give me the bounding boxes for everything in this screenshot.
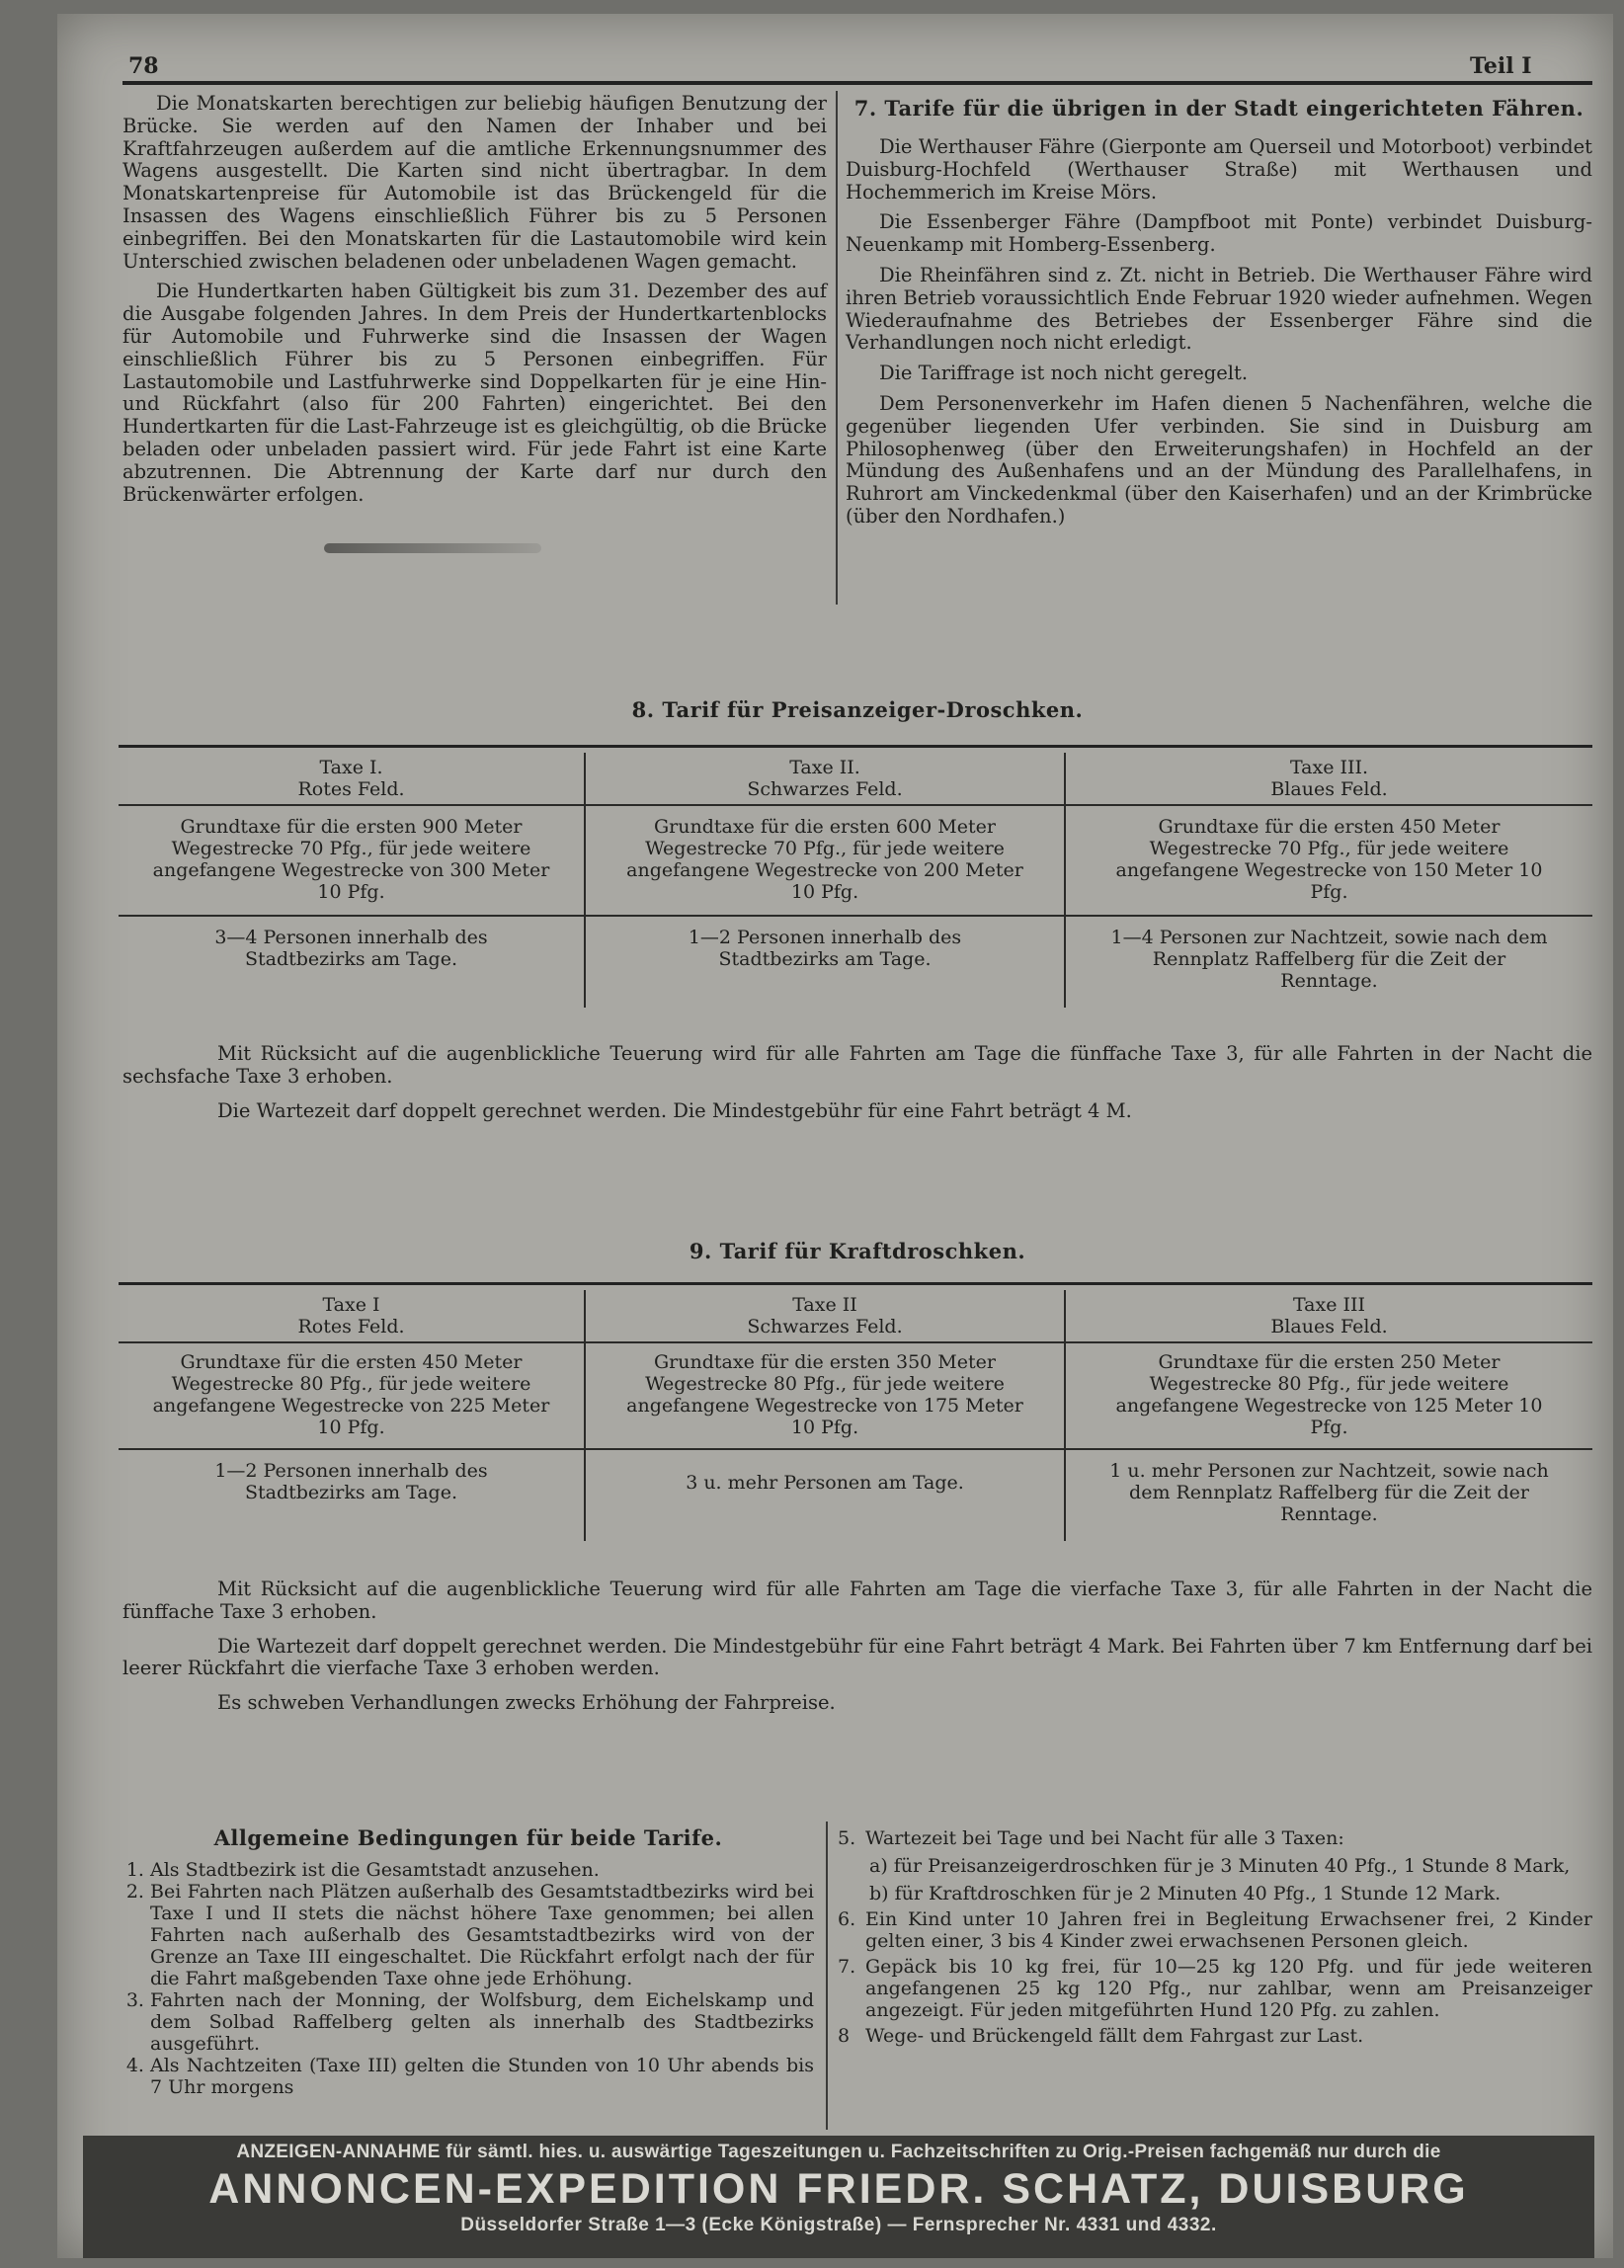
paragraph: Die Wartezeit darf doppelt gerechnet werden. Die Mindestgebühr für eine Fahrt beträgt 4 Mark. Bei Fahrten über 7 km Entfernung darf bei leerer Rückfahrt die vierfache Taxe 3 erhoben werden. bbox=[122, 1634, 1592, 1680]
paragraph: Die Essenberger Fähre (Dampfboot mit Ponte) verbindet Duisburg-Neuenkamp mit Homberg-Essenberg. bbox=[846, 210, 1592, 257]
left-intro-column bbox=[122, 93, 827, 514]
list-subitem: b) für Kraftdroschken für je 2 Minuten 40 Pfg., 1 Stunde 12 Mark. bbox=[869, 1883, 1502, 1904]
item-number: 5. bbox=[838, 1827, 856, 1849]
tariff-table-8 bbox=[119, 753, 1592, 1008]
paragraph: Es schweben Verhandlungen zwecks Erhöhung der Fahrpreise. bbox=[217, 1691, 836, 1715]
list-subitem: a) für Preisanzeigerdroschken für je 3 Minuten 40 Pfg., 1 Stunde 8 Mark, bbox=[869, 1855, 1571, 1877]
table-cell: 3 u. mehr Personen am Tage. bbox=[585, 1449, 1065, 1541]
table-cell: Grundtaxe für die ersten 250 Meter Wegestrecke 80 Pfg., für jede weitere angefangene Wegestrecke von 125 Meter 10 Pfg. bbox=[1065, 1342, 1592, 1449]
list-item: Gepäck bis 10 kg frei, für 10—25 kg 120 Pfg. und für jede weiteren angefangenen 25 kg 120 Pfg., nur zahlbar, wenn am Preisanzeiger angezeigt. Für jeden mitgeführten Hund 120 Pfg. zu zahlen. bbox=[865, 1956, 1592, 2021]
paragraph: Die Rheinfähren sind z. Zt. nicht in Betrieb. Die Werthauser Fähre wird ihren Betrieb voraussichtlich Ende Februar 1920 wieder aufnehmen. Wegen Wiederaufnahme des Betriebes der Essenberger Fähre sind die Verhandlungen noch nicht erledigt. bbox=[846, 263, 1592, 355]
table-row bbox=[119, 1449, 1592, 1541]
table-cell: 1 u. mehr Personen zur Nachtzeit, sowie nach dem Rennplatz Raffelberg für die Zeit der Renntage. bbox=[1065, 1449, 1592, 1541]
table-row bbox=[119, 1342, 1592, 1449]
advert-address: Düsseldorfer Straße 1—3 (Ecke Königstraße) — Fernsprecher Nr. 4331 und 4332. bbox=[460, 2215, 1217, 2235]
table-header-row bbox=[119, 1290, 1592, 1342]
header-cell: Taxe I. Rotes Feld. bbox=[119, 753, 585, 805]
table-cell: Grundtaxe für die ersten 900 Meter Wegestrecke 70 Pfg., für jede weitere angefangene Wegestrecke von 300 Meter 10 Pfg. bbox=[119, 805, 585, 916]
header-cell: Taxe III Blaues Feld. bbox=[1065, 1290, 1592, 1342]
list-item: Ein Kind unter 10 Jahren frei in Begleitung Erwachsener frei, 2 Kinder gelten einer, 3 bis 4 Kinder zwei erwachsenen Personen gleich. bbox=[865, 1908, 1592, 1952]
paragraph: Die Tariffrage ist noch nicht geregelt. bbox=[879, 362, 1249, 385]
paragraph: Mit Rücksicht auf die augenblickliche Teuerung wird für alle Fahrten am Tage die vierfache Taxe 3, für alle Fahrten in der Nacht die fünffache Taxe 3 erhoben. bbox=[122, 1578, 1592, 1623]
header-rule bbox=[122, 81, 1592, 85]
table-cell: Grundtaxe für die ersten 450 Meter Wegestrecke 80 Pfg., für jede weitere angefangene Wegestrecke von 225 Meter 10 Pfg. bbox=[119, 1342, 585, 1449]
paragraph: Die Wartezeit darf doppelt gerechnet werden. Die Mindestgebühr für eine Fahrt beträgt 4 M. bbox=[217, 1098, 1132, 1122]
paragraph: Die Werthauser Fähre (Gierponte am Querseil und Motorboot) verbindet Duisburg-Hochfeld (Werthauser Straße) mit Werthausen und Hochemmerich im Kreise Mörs. bbox=[846, 135, 1592, 203]
item-number: 6. bbox=[838, 1908, 856, 1930]
column-divider bbox=[836, 91, 838, 605]
section-9-title: 9. Tarif für Kraftdroschken. bbox=[689, 1239, 1026, 1263]
table-cell: Grundtaxe für die ersten 450 Meter Wegestrecke 70 Pfg., für jede weitere angefangene Wegestrecke von 150 Meter 10 Pfg. bbox=[1065, 805, 1592, 916]
column-divider bbox=[826, 1822, 828, 2130]
header-cell: Taxe II Schwarzes Feld. bbox=[585, 1290, 1065, 1342]
table-row bbox=[119, 805, 1592, 916]
list-item: 3. Fahrten nach der Monning, der Wolfsburg, dem Eichelskamp und dem Solbad Raffelberg gelten als innerhalb des Stadtbezirks ausgeführt. bbox=[150, 1989, 814, 2055]
advert-company-name: ANNONCEN-EXPEDITION FRIEDR. SCHATZ, DUISBURG bbox=[208, 2165, 1469, 2213]
advertisement-banner bbox=[83, 2136, 1594, 2258]
item-number: 8 bbox=[838, 2025, 851, 2047]
table-cell: 1—2 Personen innerhalb des Stadtbezirks am Tage. bbox=[585, 916, 1065, 1008]
table-cell: Grundtaxe für die ersten 600 Meter Wegestrecke 70 Pfg., für jede weitere angefangene Wegestrecke von 200 Meter 10 Pfg. bbox=[585, 805, 1065, 916]
table-cell: 1—2 Personen innerhalb des Stadtbezirks am Tage. bbox=[214, 1460, 488, 1503]
header-cell: Taxe I Rotes Feld. bbox=[119, 1290, 585, 1342]
item-number: 7. bbox=[838, 1956, 856, 1978]
part-label: Teil I bbox=[1470, 53, 1532, 79]
table-cell: 3—4 Personen innerhalb des Stadtbezirks am Tage. bbox=[214, 927, 488, 970]
section-7-title: 7. Tarife für die übrigen in der Stadt eingerichteten Fähren. bbox=[853, 96, 1584, 121]
document-page bbox=[57, 14, 1613, 2258]
list-item: 4. Als Nachtzeiten (Taxe III) gelten die Stunden von 10 Uhr abends bis 7 Uhr morgens bbox=[150, 2055, 814, 2098]
list-item: 1. Als Stadtbezirk ist die Gesamtstadt anzusehen. bbox=[150, 1859, 814, 1881]
table-header-row bbox=[119, 753, 1592, 805]
header-cell: Taxe III. Blaues Feld. bbox=[1065, 753, 1592, 805]
header-cell: Taxe II. Schwarzes Feld. bbox=[585, 753, 1065, 805]
table-cell: 1—4 Personen zur Nachtzeit, sowie nach dem Rennplatz Raffelberg für die Zeit der Renntage. bbox=[1065, 916, 1592, 1008]
table-top-rule bbox=[119, 1282, 1592, 1285]
tariff-table-9 bbox=[119, 1290, 1592, 1541]
table-row bbox=[119, 916, 1592, 1008]
section-7 bbox=[846, 95, 1592, 536]
list-item: Wege- und Brückengeld fällt dem Fahrgast zur Last. bbox=[865, 2025, 1364, 2047]
list-item: Wartezeit bei Tage und bei Nacht für alle 3 Taxen: bbox=[865, 1827, 1344, 1849]
paragraph: Dem Personenverkehr im Hafen dienen 5 Nachenfähren, welche die gegenüber liegenden Ufer verbinden. Sie sind in Duisburg am Philosophenweg (über den Erweiterungshafen) in Hochfeld an der Mündung des Außenhafens und an der Mündung des Parallelhafens, in Ruhrort am Vinckedenkmal (über den Kaiserhafen) und an der Krimbrücke (über den Nordhafen.) bbox=[846, 391, 1592, 527]
conditions-right bbox=[838, 1827, 1592, 2047]
advert-line-1: ANZEIGEN-ANNAHME für sämtl. hies. u. auswärtige Tageszeitungen u. Fachzeitschriften zu Orig.-Preisen fachgemäß nur durch die bbox=[236, 2142, 1441, 2162]
section-8-notes bbox=[122, 1043, 1592, 1134]
table-cell: Grundtaxe für die ersten 350 Meter Wegestrecke 80 Pfg., für jede weitere angefangene Wegestrecke von 175 Meter 10 Pfg. bbox=[585, 1342, 1065, 1449]
list-item: 2. Bei Fahrten nach Plätzen außerhalb des Gesamtstadtbezirks wird bei Taxe I und II stets die nächst höhere Taxe genommen; bei allen Fahrten nach außerhalb des Gesamtstadtbezirks wird von der Grenze an Taxe III eingeschaltet. Die Rückfahrt erfolgt nach der für die Fahrt maßgebenden Taxe ohne jede Erhöhung. bbox=[150, 1881, 814, 1989]
table-top-rule bbox=[119, 745, 1592, 748]
section-9-notes bbox=[122, 1579, 1592, 1727]
conditions-title: Allgemeine Bedingungen für beide Tarife. bbox=[213, 1825, 723, 1850]
page-number: 78 bbox=[128, 53, 159, 79]
paragraph: Die Monatskarten berechtigen zur beliebig häufigen Benutzung der Brücke. Sie werden auf den Namen der Inhaber und bei Kraftfahrzeugen außerdem auf die amtliche Erkennungsnummer des Wagens ausgestellt. Die Karten sind nicht übertragbar. In dem Monatskartenpreise für Automobile ist das Brückengeld für die Insassen des Wagens einschließlich Führer bis zu 5 Personen einbegriffen. Bei den Monatskarten für die Lastautomobile wird kein Unterschied zwischen beladenen oder unbeladenen Wagen gemacht. bbox=[122, 92, 827, 273]
decorative-smudge bbox=[324, 543, 541, 553]
paragraph: Mit Rücksicht auf die augenblickliche Teuerung wird für alle Fahrten am Tage die fünffache Taxe 3, für alle Fahrten in der Nacht die sechsfache Taxe 3 erhoben. bbox=[122, 1042, 1592, 1088]
conditions-left bbox=[122, 1859, 814, 2098]
paragraph: Die Hundertkarten haben Gültigkeit bis zum 31. Dezember des auf die Ausgabe folgenden Jahres. In dem Preis der Hundertkartenblocks für Automobile und Fuhrwerke sind die Insassen der Wagen einschließlich Führer bis zu 5 Personen einbegriffen. Für Lastautomobile und Lastfuhrwerke sind Doppelkarten für je eine Hin- und Rückfahrt (also für 200 Fahrten) eingerichtet. Bei den Hundertkarten für die Last-Fahrzeuge ist es gleichgültig, ob die Brücke beladen oder unbeladen passiert wird. Für jede Fahrt ist eine Karte abzutrennen. Die Abtrennung der Karte darf nur durch den Brückenwärter erfolgen. bbox=[122, 280, 827, 506]
section-8-title: 8. Tarif für Preisanzeiger-Droschken. bbox=[631, 697, 1084, 722]
